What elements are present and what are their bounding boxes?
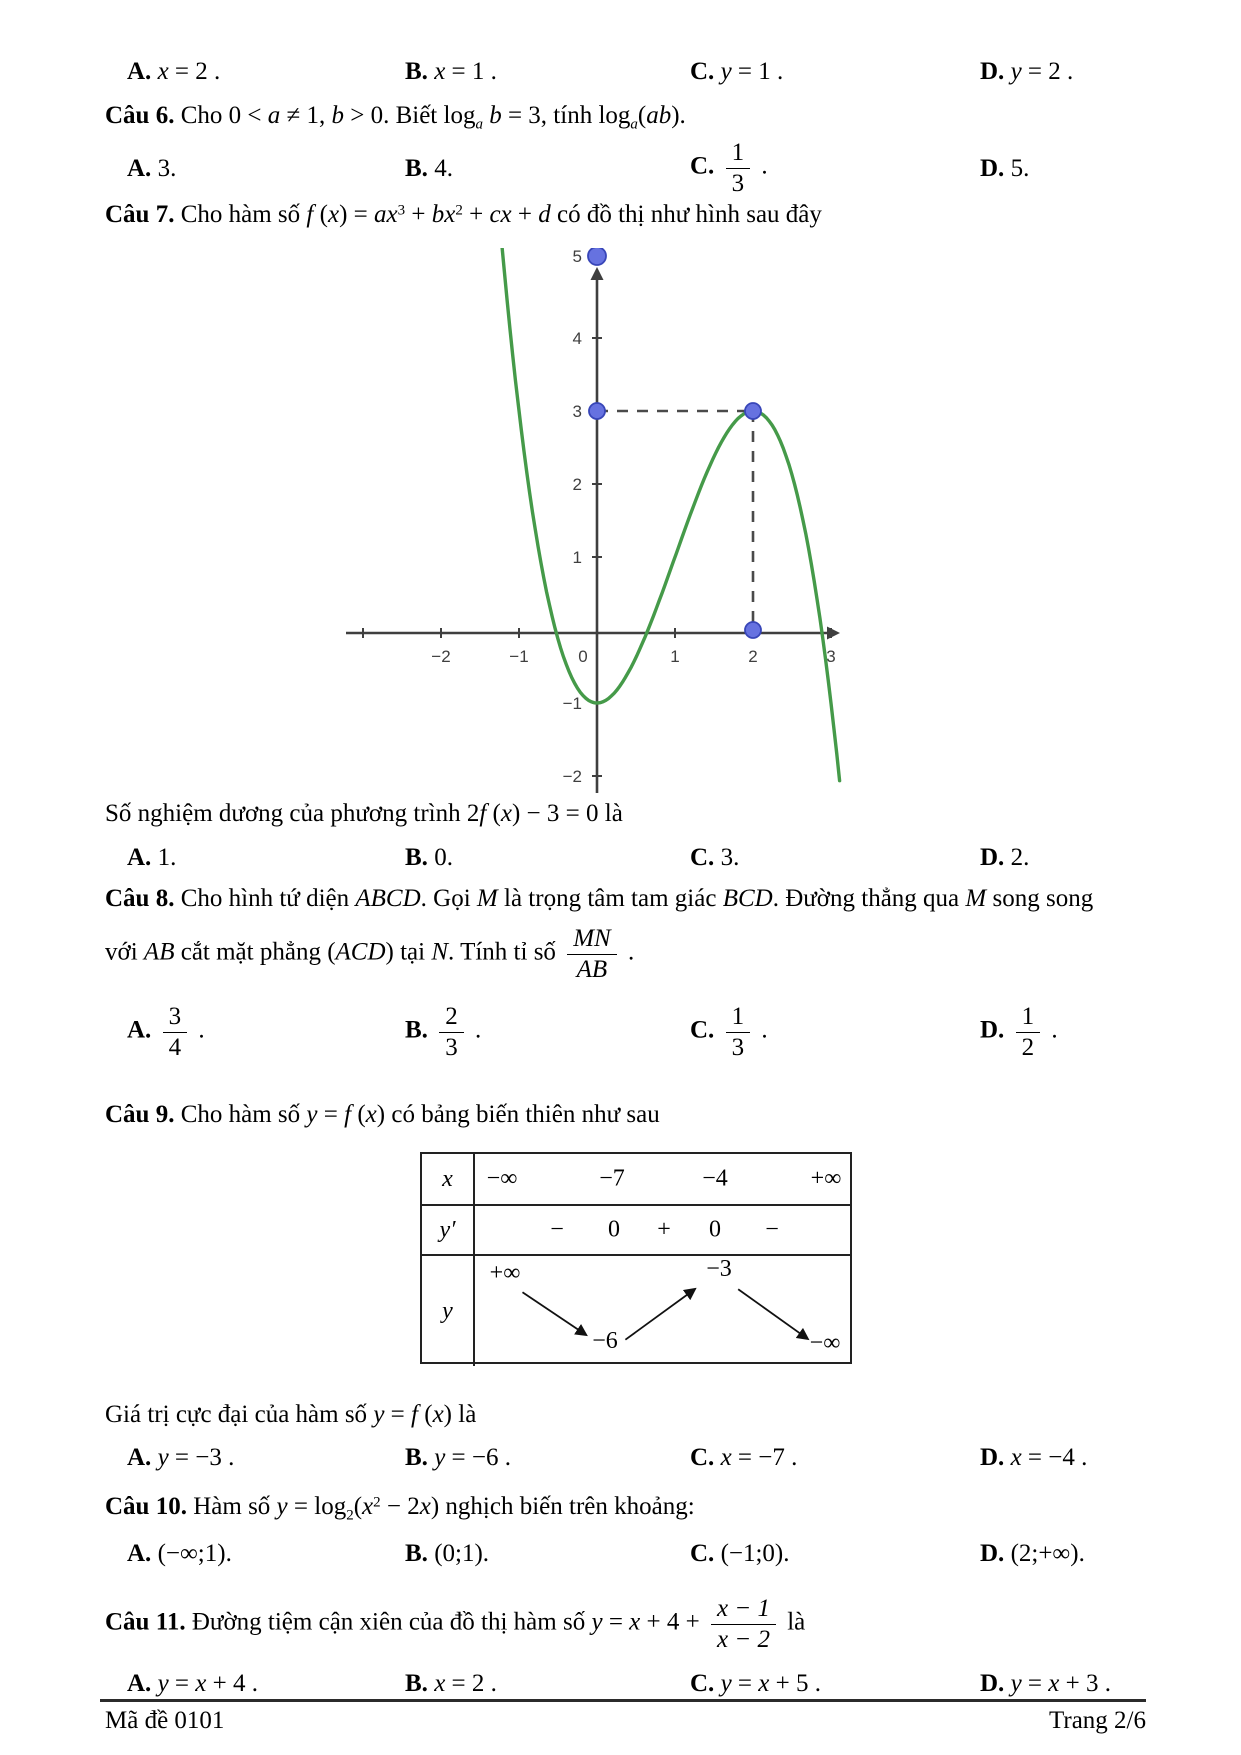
question-7-text: Câu 7. Cho hàm số f $(x) = ax^3 + bx^2$ + cx + d có đồ thị như hình sau đây [105,201,822,228]
answer-option-B: B. x = 1 . [405,58,497,85]
fraction: $\frac{3}{4}$ [163,1002,188,1062]
question-11-text: Câu 11. Đường tiệm cận xiên của đồ thị hàm số y = x + 4 + $\frac{x - 1}{x - 2}$ là [105,1595,806,1653]
answer-option-D: D. 2. [980,844,1030,871]
variation-table [420,1152,852,1364]
answer-option-A: A. (−∞;1). [127,1540,232,1567]
question-8-text-line1: Câu 8. Cho hình tứ diện ABCD. Gọi M là trọng tâm tam giác BCD. Đường thẳng qua M song song [105,885,1094,912]
answer-row-q11 [127,1666,1207,1701]
bbt-y-limit-left: +∞ [489,1260,521,1286]
answer-option-D: D. (2;+∞). [980,1540,1085,1567]
bbt-trend-arrows [475,1256,850,1366]
answer-option-B: B. 4. [405,154,453,182]
answer-option-A: A. y = −3 . [127,1444,235,1471]
bbt-yprime-sign: − [550,1216,564,1243]
bbt-header-yprime: y′ [422,1206,475,1256]
answer-option-B: B. $\frac{2}{3}$ . [405,1003,482,1061]
bbt-x-value: −4 [702,1165,728,1192]
answer-option-C: C. x = −7 . [690,1444,798,1471]
bbt-x-value: −7 [599,1165,625,1192]
bbt-row-y [475,1256,850,1366]
answer-row-q8 [127,1002,1207,1062]
bbt-y-limit-right: −∞ [809,1330,841,1356]
arrow-decrease-1 [522,1292,585,1335]
fraction: $\frac{1}{3}$ [726,138,751,198]
fraction: $\frac{1}{3}$ [726,1002,751,1062]
question-9-text: Câu 9. Cho hàm số y = f (x) có bảng biến thiên như sau [105,1101,660,1128]
bbt-yprime-sign: 0 [709,1216,721,1243]
footer-exam-code: Mã đề 0101 [105,1707,225,1734]
answer-option-D: D. y = 2 . [980,58,1074,85]
bbt-y-max: −3 [706,1256,732,1282]
bbt-yprime-sign: 0 [608,1216,620,1243]
answer-option-B: B. (0;1). [405,1540,490,1567]
bbt-row-yprime [475,1206,850,1256]
bbt-header-x: x [422,1154,475,1206]
y-axis-arrow [591,267,604,280]
answer-option-C: C. y = 1 . [690,58,784,85]
svg-text:3: 3 [826,647,836,666]
svg-text:−1: −1 [562,694,582,713]
cubic-curve [501,248,839,781]
arrow-decrease-2 [738,1289,807,1338]
answer-row-q10 [127,1536,1207,1571]
svg-text:2: 2 [572,475,582,494]
svg-text:5: 5 [572,248,582,266]
cubic-graph-svg [332,248,844,793]
question-8-text-line2: với AB cắt mặt phẳng (ACD) tại N. Tính tỉ số $\frac{MN}{AB}$ . [105,925,635,983]
answer-option-B: B. y = −6 . [405,1444,511,1471]
svg-text:4: 4 [572,329,582,348]
svg-text:1: 1 [572,548,582,567]
x-axis-arrow [827,627,840,640]
bbt-x-value: −∞ [486,1165,518,1192]
answer-row-q5 [127,54,1207,89]
bbt-header-y: y [422,1256,475,1366]
answer-option-D: D. y = x + 3 . [980,1670,1111,1697]
question-7-subtext: Số nghiệm dương của phương trình 2f (x) − 3 = 0 là [105,800,623,827]
bbt-row-x [475,1154,850,1206]
footer-divider [100,1699,1146,1702]
question-10-text: Câu 10. Hàm số $y = \log_2(x^2 - 2x)$ nghịch biến trên khoảng: [105,1493,695,1524]
svg-text:3: 3 [572,402,582,421]
footer-page-number: Trang 2/6 [1048,1707,1146,1734]
answer-option-C: C. (−1;0). [690,1540,790,1567]
svg-text:2: 2 [748,647,758,666]
bbt-y-min: −6 [592,1328,618,1354]
answer-option-B: B. 0. [405,844,453,871]
answer-row-q9 [127,1440,1207,1475]
answer-option-B: B. x = 2 . [405,1670,497,1697]
bbt-yprime-sign: + [657,1216,671,1243]
bbt-yprime-sign: − [765,1216,779,1243]
svg-text:−2: −2 [431,647,451,666]
answer-option-C: C. y = x + 5 . [690,1670,821,1697]
fraction: $\frac{x - 1}{x - 2}$ [711,1594,776,1654]
answer-option-C: C. 3. [690,844,740,871]
point-0-5 [588,248,606,265]
answer-option-C: C. $\frac{1}{3}$ . [690,1003,768,1061]
answer-option-A: A. 1. [127,844,177,871]
answer-row-q6 [127,138,1207,198]
answer-option-D: D. $\frac{1}{2}$ . [980,1003,1058,1061]
answer-option-D: D. x = −4 . [980,1444,1088,1471]
answer-option-D: D. 5. [980,154,1030,182]
function-graph [332,248,844,793]
svg-text:−1: −1 [509,647,529,666]
svg-text:1: 1 [670,647,680,666]
answer-option-A: A. x = 2 . [127,58,221,85]
point-2-3 [745,403,761,419]
question-9-subtext: Giá trị cực đại của hàm số y = f (x) là [105,1401,477,1428]
question-6-text: Câu 6. Cho 0 < a ≠ 1, b > 0. Biết $\log_a b = 3$, tính $\log_a(ab)$. [105,102,686,133]
bbt-x-value: +∞ [810,1165,842,1192]
answer-row-q7 [127,840,1207,875]
answer-option-A: A. $\frac{3}{4}$ . [127,1003,205,1061]
answer-option-C: C. $\frac{1}{3}$ . [690,139,768,197]
svg-text:0: 0 [578,647,588,666]
fraction: $\frac{1}{2}$ [1016,1002,1041,1062]
answer-option-A: A. y = x + 4 . [127,1670,258,1697]
arrow-increase [625,1289,694,1339]
point-2-0 [745,622,761,638]
fraction: $\frac{MN}{AB}$ [567,924,617,984]
svg-text:−2: −2 [562,767,582,786]
point-0-3 [589,403,605,419]
fraction: $\frac{2}{3}$ [439,1002,464,1062]
answer-option-A: A. 3. [127,154,177,182]
